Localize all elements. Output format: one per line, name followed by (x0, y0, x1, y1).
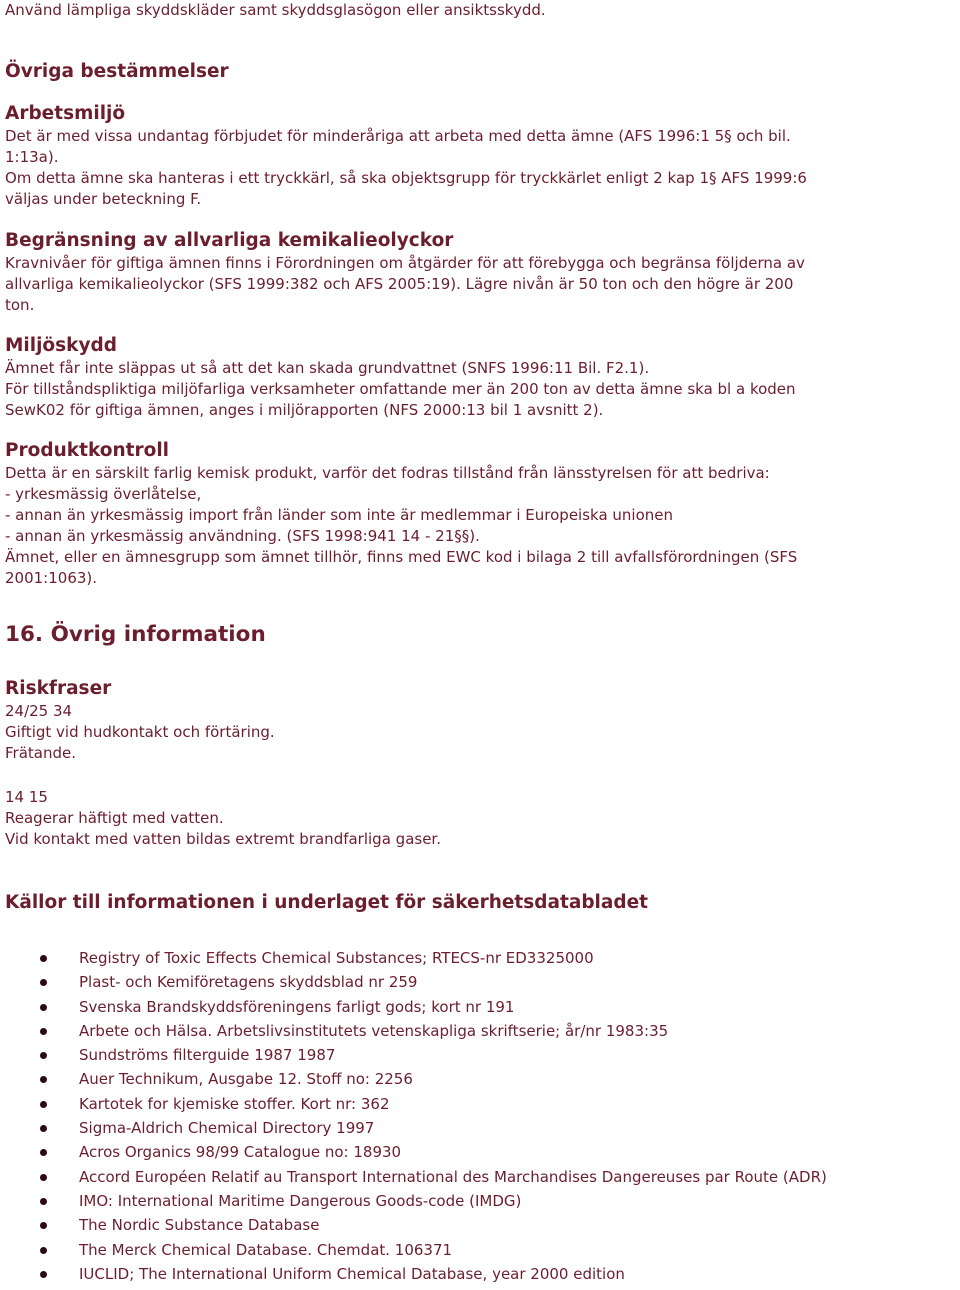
arbetsmiljo-line: 1:13a). (5, 148, 59, 166)
miljoskydd-heading: Miljöskydd (5, 335, 118, 356)
source-item (5, 1262, 957, 1286)
protective-equipment-line: Använd lämpliga skyddskläder samt skyddsglasögon eller ansiktsskydd. (5, 1, 546, 19)
source-label: The Nordic Substance Database (79, 1216, 320, 1235)
produktkontroll-line: Ämnet, eller en ämnesgrupp som ämnet tillhör, finns med EWC kod i bilaga 2 till avfallsförordningen (SFS (5, 548, 798, 566)
begransning-heading: Begränsning av allvarliga kemikalieolyckor (5, 230, 454, 251)
bullet-icon (40, 1028, 47, 1035)
kallor-heading-block (5, 891, 957, 915)
source-label: Acros Organics 98/99 Catalogue no: 18930 (79, 1143, 402, 1162)
riskfraser-group-2 (5, 787, 957, 850)
source-label: Registry of Toxic Effects Chemical Substances; RTECS-nr ED3325000 (79, 949, 594, 967)
source-item (5, 1043, 957, 1067)
ovriga-heading: Övriga bestämmelser (5, 61, 229, 82)
risk-code-line: 24/25 34 (5, 702, 73, 720)
produktkontroll-heading: Produktkontroll (5, 440, 169, 461)
source-item (5, 1067, 957, 1091)
kallor-list-block (5, 946, 957, 1286)
source-item (5, 946, 957, 970)
bullet-icon (40, 1101, 47, 1108)
ovriga-heading-block (5, 60, 957, 84)
source-item (5, 1165, 957, 1189)
begransning-line: ton. (5, 296, 35, 314)
source-item (5, 1019, 957, 1043)
source-label: Accord Européen Relatif au Transport International des Marchandises Dangereuses par Route (ADR) (79, 1167, 827, 1186)
arbetsmiljo-section (5, 102, 957, 210)
source-label: Sigma-Aldrich Chemical Directory 1997 (79, 1119, 375, 1138)
sources-list (5, 946, 957, 1286)
produktkontroll-line: 2001:1063). (5, 569, 98, 587)
risk-phrase-line: Giftigt vid hudkontakt och förtäring. (5, 723, 275, 741)
bullet-icon (40, 1222, 47, 1229)
source-item (5, 1092, 957, 1116)
begransning-line: Kravnivåer för giftiga ämnen finns i Förordningen om åtgärder för att förebygga och begränsa följderna av (5, 254, 805, 272)
riskfraser-section (5, 677, 957, 764)
produktkontroll-line: - annan än yrkesmässig import från länder som inte är medlemmar i Europeiska unionen (5, 506, 674, 524)
bullet-icon (40, 1247, 47, 1254)
begransning-section (5, 229, 957, 316)
bullet-icon (40, 979, 47, 986)
section-16-heading-block (5, 621, 957, 649)
source-label: Plast- och Kemiföretagens skyddsblad nr 259 (79, 973, 418, 992)
source-item (5, 1116, 957, 1140)
bullet-icon (40, 1125, 47, 1132)
miljoskydd-line: För tillståndspliktiga miljöfarliga verksamheter omfattande mer än 200 ton av detta ämne ska bl a koden (5, 380, 796, 398)
miljoskydd-line: Ämnet får inte släppas ut så att det kan skada grundvattnet (SNFS 1996:11 Bil. F2.1). (5, 359, 650, 377)
bullet-icon (40, 1076, 47, 1083)
bullet-icon (40, 1149, 47, 1156)
miljoskydd-line: SewK02 för giftiga ämnen, anges i miljörapporten (NFS 2000:13 bil 1 avsnitt 2). (5, 401, 604, 419)
source-label: The Merck Chemical Database. Chemdat. 106371 (79, 1240, 453, 1259)
bullet-icon (40, 955, 47, 962)
risk-phrase-line: Vid kontakt med vatten bildas extremt brandfarliga gaser. (5, 830, 441, 848)
risk-code-line: 14 15 (5, 788, 48, 806)
source-item (5, 1238, 957, 1262)
source-item (5, 995, 957, 1019)
produktkontroll-section (5, 439, 957, 589)
risk-phrase-line: Reagerar häftigt med vatten. (5, 809, 224, 827)
source-label: IMO: International Maritime Dangerous Goods-code (IMDG) (79, 1191, 522, 1210)
bullet-icon (40, 1271, 47, 1278)
kallor-heading: Källor till informationen i underlaget för säkerhetsdatabladet (5, 892, 649, 913)
arbetsmiljo-line: väljas under beteckning F. (5, 190, 202, 208)
source-item (5, 1213, 957, 1237)
bullet-icon (40, 1004, 47, 1011)
source-label: Arbete och Hälsa. Arbetslivsinstitutets vetenskapliga skriftserie; år/nr 1983:35 (79, 1021, 669, 1040)
bullet-icon (40, 1198, 47, 1205)
source-label: Kartotek for kjemiske stoffer. Kort nr: 362 (79, 1094, 390, 1113)
top-section (5, 0, 957, 21)
source-item (5, 970, 957, 994)
riskfraser-heading: Riskfraser (5, 678, 112, 699)
section-16-heading: 16. Övrig information (5, 622, 266, 647)
begransning-line: allvarliga kemikalieolyckor (SFS 1999:382 och AFS 2005:19). Lägre nivån är 50 ton och den högre är 200 (5, 275, 794, 293)
produktkontroll-line: - yrkesmässig överlåtelse, (5, 485, 202, 503)
miljoskydd-section (5, 334, 957, 421)
arbetsmiljo-heading: Arbetsmiljö (5, 103, 126, 124)
source-label: IUCLID; The International Uniform Chemical Database, year 2000 edition (79, 1264, 625, 1283)
arbetsmiljo-line: Om detta ämne ska hanteras i ett tryckkärl, så ska objektsgrupp för tryckkärlet enligt 2 kap 1§ AFS 1999:6 (5, 169, 807, 187)
risk-phrase-line: Frätande. (5, 744, 76, 762)
source-item (5, 1189, 957, 1213)
produktkontroll-line: Detta är en särskilt farlig kemisk produkt, varför det fodras tillstånd från länsstyrelsen för att bedriva: (5, 464, 770, 482)
source-label: Svenska Brandskyddsföreningens farligt gods; kort nr 191 (79, 997, 515, 1016)
source-label: Auer Technikum, Ausgabe 12. Stoff no: 2256 (79, 1070, 413, 1089)
bullet-icon (40, 1052, 47, 1059)
arbetsmiljo-line: Det är med vissa undantag förbjudet för minderåriga att arbeta med detta ämne (AFS 1996:1 5§ och bil. (5, 127, 791, 145)
produktkontroll-line: - annan än yrkesmässig användning. (SFS 1998:941 14 - 21§§). (5, 527, 480, 545)
bullet-icon (40, 1174, 47, 1181)
source-label: Sundströms filterguide 1987 1987 (79, 1046, 336, 1065)
source-item (5, 1140, 957, 1164)
